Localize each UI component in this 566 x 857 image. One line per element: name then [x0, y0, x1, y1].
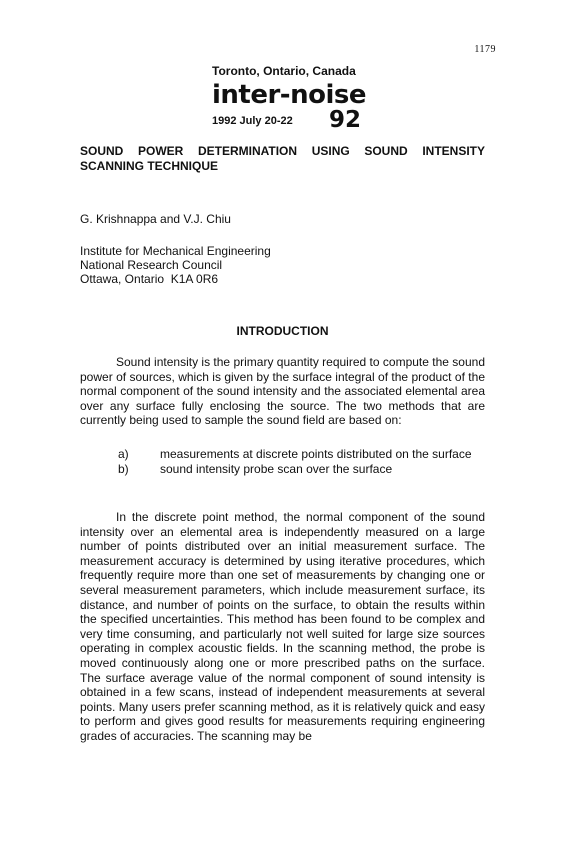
- list-item-text: sound intensity probe scan over the surface: [160, 461, 393, 476]
- conference-location: Toronto, Ontario, Canada: [212, 64, 356, 78]
- conference-dateline: [212, 107, 412, 135]
- affiliation-line: National Research Council: [80, 258, 223, 272]
- affiliation-line: Institute for Mechanical Engineering: [80, 244, 271, 258]
- conference-logo: inter-noise: [212, 80, 366, 110]
- list-item: [80, 447, 485, 462]
- paper-title: [80, 144, 485, 174]
- body-paragraph: In the discrete point method, the normal component of the sound intensity over an elemental area is independently measured on a large number of points distributed over an initial measurement surface. The measurement accuracy is determined by using iterative procedures, which frequently require more than one set of measurements by changing one or several measurement parameters, which include measurement surface, its distance, and number of points on the surface, to obtain the results within the specified uncertainties. This method has been found to be complex and very time consuming, and particularly not well suited for large size sources operating in complex acoustic fields. In the scanning method, the probe is moved continuously along one or more prescribed paths on the surface. The surface average value of the normal component of sound intensity is obtained in a few scans, instead of independent measurements at several points. Many users prefer scanning method, as it is relatively quick and easy to perform and gives good results for measurements requiring engineering grades of accuracies. The scanning may be: [80, 510, 485, 743]
- page-number: 1179: [474, 44, 496, 55]
- body-paragraph: Sound intensity is the primary quantity required to compute the sound power of sources, which is given by the surface integral of the product of the normal component of the sound intensity and the associated elemental area over any surface fully enclosing the source. The two methods that are currently being used to sample the sound field are based on:: [80, 355, 485, 428]
- method-list: [80, 447, 485, 476]
- list-item: [80, 462, 485, 477]
- paper-affiliation: [80, 244, 271, 286]
- list-item-text: measurements at discrete points distributed on the surface: [160, 447, 472, 461]
- section-heading: INTRODUCTION: [236, 324, 329, 338]
- paper-authors: G. Krishnappa and V.J. Chiu: [80, 212, 231, 226]
- list-marker: a): [118, 447, 129, 461]
- affiliation-line: Ottawa, Ontario K1A 0R6: [80, 272, 219, 286]
- list-marker: b): [118, 461, 129, 476]
- paper-title-line2: SCANNING TECHNIQUE: [80, 159, 219, 173]
- conference-year-mark: 92: [329, 107, 362, 133]
- conference-date: 1992 July 20-22: [212, 115, 293, 127]
- paper-title-line1: SOUND POWER DETERMINATION USING SOUND INTENSITY: [80, 144, 485, 158]
- conference-header: [212, 64, 412, 135]
